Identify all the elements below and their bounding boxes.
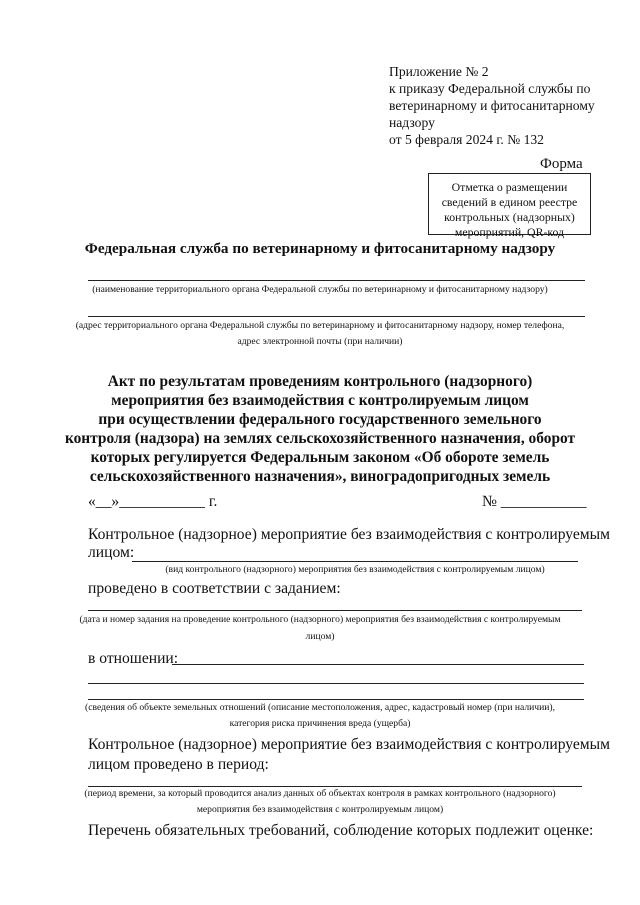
appendix-line: надзору [389, 115, 435, 130]
form-label: Форма [540, 156, 583, 172]
object-caption-line2: категория риска причинения вреда (ущерба) [229, 718, 411, 729]
qr-box-line: мероприятий, QR-код [454, 225, 565, 239]
territorial-body-caption: (наименование территориального органа Федеральной службы по ветеринарному и фитосанитарному надзору) [92, 284, 548, 295]
act-title-line: Акт по результатам проведениям контрольного (надзорного) [107, 373, 533, 390]
event-type-caption: (вид контрольного (надзорного) мероприятия без взаимодействия с контролируемым лицом) [165, 564, 545, 575]
qr-box-line: Отметка о размещении [451, 180, 568, 194]
object-label: в отношении: [88, 650, 179, 667]
act-title [40, 372, 600, 486]
agency-title: Федеральная служба по ветеринарному и фитосанитарному надзору [84, 240, 556, 257]
period-caption-line1: (период времени, за который проводится анализ данных об объектах контроля в рамках контрольного (надзорного) [84, 788, 556, 799]
task-input-line[interactable] [88, 610, 582, 611]
object-input-line1[interactable] [172, 664, 584, 665]
requirements-heading: Перечень обязательных требований, соблюдение которых подлежит оценке: [88, 822, 594, 839]
appendix-line: от 5 февраля 2024 г. № 132 [389, 132, 544, 147]
qr-box-line: контрольных (надзорных) [444, 210, 575, 224]
act-number-field[interactable]: № ___________ [482, 493, 587, 510]
period-caption-line2: мероприятия без взаимодействия с контролируемым лицом) [196, 804, 444, 815]
address-caption-line2: адрес электронной почты (при наличии) [237, 336, 403, 347]
act-title-line: сельскохозяйственного назначения», виноградопригодных земель [89, 468, 551, 485]
event-type-label-line2: лицом: [88, 544, 135, 561]
object-input-line3[interactable] [88, 699, 584, 700]
appendix-line: ветеринарному и фитосанитарному [389, 98, 595, 113]
qr-box-line: сведений в едином реестре [441, 195, 578, 209]
task-caption-line1: (дата и номер задания на проведение контрольного (надзорного) мероприятия без взаимодействия с контролируемым [79, 614, 561, 625]
event-type-input-line[interactable] [132, 561, 578, 562]
address-input-line[interactable] [88, 316, 585, 317]
task-caption-line2: лицом) [305, 631, 335, 642]
territorial-body-input-line[interactable] [88, 280, 585, 281]
period-label-line1: Контрольное (надзорное) мероприятие без взаимодействия с контролируемым [88, 736, 611, 753]
appendix-reference [389, 63, 629, 148]
act-date-field[interactable]: «__»___________ г. [88, 493, 218, 510]
event-type-label-line1: Контрольное (надзорное) мероприятие без взаимодействия с контролируемым [88, 526, 611, 543]
period-label-line2: лицом проведено в период: [88, 756, 269, 773]
qr-code-box [428, 173, 591, 239]
object-input-line2[interactable] [88, 683, 584, 684]
address-caption-line1: (адрес территориального органа Федеральной службы по ветеринарному и фитосанитарному надзору, номер телефона, [75, 320, 565, 331]
task-label: проведено в соответствии с заданием: [88, 580, 341, 597]
act-title-line: мероприятия без взаимодействия с контролируемым лицом [111, 392, 529, 409]
appendix-line: Приложение № 2 [389, 64, 489, 79]
act-title-line: контроля (надзора) на землях сельскохозяйственного назначения, оборот [64, 430, 576, 447]
act-title-line: которых регулируется Федеральным законом «Об обороте земель [90, 449, 550, 466]
object-caption-line1: (сведения об объекте земельных отношений (описание местоположения, адрес, кадастровый номер (при наличии), [85, 702, 555, 713]
period-input-line[interactable] [88, 786, 582, 787]
appendix-line: к приказу Федеральной службы по [389, 81, 591, 96]
act-title-line: при осуществлении федерального государственного земельного [98, 411, 542, 428]
